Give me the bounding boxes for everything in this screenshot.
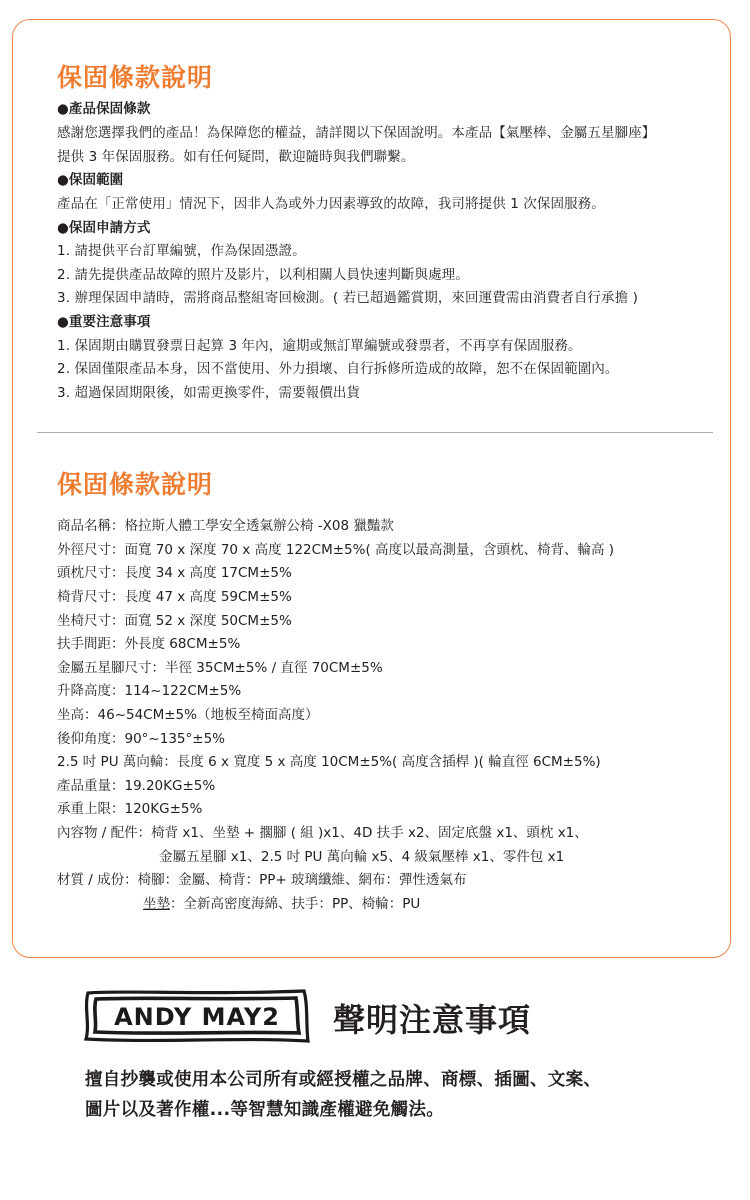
spec-label: 承重上限： — [57, 801, 125, 817]
spec-label: 扶手間距： — [57, 636, 125, 652]
spec-label: 後仰角度： — [57, 731, 125, 747]
spec-value: 面寬 70 x 深度 70 x 高度 122CM±5%( 高度以最高測量，含頭枕、椅背、輪高 ) — [124, 542, 615, 558]
spec-value: 面寬 52 x 深度 50CM±5% — [124, 613, 292, 629]
spec-value: 椅腳：金屬、椅背：PP+ 玻璃纖維、網布：彈性透氣布 — [137, 872, 467, 888]
spec-value: 外長度 68CM±5% — [124, 636, 241, 652]
section-heading-warranty-apply: ●保固申請方式 — [57, 220, 151, 236]
spec-row — [57, 589, 292, 605]
spec-label: 外徑尺寸： — [57, 542, 125, 558]
warranty-text: 1. 請提供平台訂單編號，作為保固憑證。 — [57, 243, 306, 259]
spec-sublabel: 坐墊 — [143, 896, 170, 912]
spec-label: 內容物 / 配件： — [57, 825, 152, 841]
spec-row — [57, 731, 225, 747]
spec-label: 產品重量： — [57, 778, 125, 794]
spec-row — [57, 565, 292, 581]
spec-value: 114~122CM±5% — [124, 683, 242, 699]
spec-label: 2.5 吋 PU 萬向輪： — [57, 754, 177, 770]
spec-value: 120KG±5% — [124, 801, 203, 817]
warranty-text: 感謝您選擇我們的產品！為保障您的權益，請詳閱以下保固說明。本產品【氣壓棒、金屬五星腳座】 — [57, 125, 656, 141]
spec-row — [57, 801, 202, 817]
spec-row-continued — [143, 896, 420, 912]
warranty-text: 2. 請先提供產品故障的照片及影片，以利相關人員快速判斷與處理。 — [57, 267, 469, 283]
spec-label: 金屬五星腳尺寸： — [57, 660, 165, 676]
spec-label: 坐高： — [57, 707, 98, 723]
section-heading-product-warranty: ●產品保固條款 — [57, 101, 151, 117]
warranty-text: 1. 保固期由購買發票日起算 3 年內，逾期或無訂單編號或發票者，不再享有保固服務。 — [57, 338, 582, 354]
spec-row — [57, 872, 467, 888]
spec-label: 升降高度： — [57, 683, 125, 699]
spec-label: 椅背尺寸： — [57, 589, 125, 605]
spec-row — [57, 683, 241, 699]
spec-value: 46~54CM±5%（地板至椅面高度） — [97, 707, 319, 723]
spec-label: 頭枕尺寸： — [57, 565, 125, 581]
spec-label: 坐椅尺寸： — [57, 613, 125, 629]
spec-row — [57, 518, 394, 534]
warranty-text: 產品在「正常使用」情況下，因非人為或外力因素導致的故障，我司將提供 1 次保固服務。 — [57, 196, 605, 212]
specs-title: 保固條款說明 — [57, 470, 214, 499]
warranty-text: 3. 辦理保固申請時，需將商品整組寄回檢測。( 若已超過鑑賞期，來回運費需由消費者自行承擔 ) — [57, 290, 638, 306]
spec-row — [57, 754, 601, 770]
spec-value: 半徑 35CM±5% / 直徑 70CM±5% — [165, 660, 383, 676]
spec-value: 長度 6 x 寬度 5 x 高度 10CM±5%( 高度含插桿 )( 輪直徑 6CM±5%) — [176, 754, 601, 770]
warranty-text: 3. 超過保固期限後，如需更換零件，需要報價出貨 — [57, 385, 361, 401]
brand-logo — [82, 987, 310, 1045]
spec-row — [57, 825, 588, 841]
spec-label: 材質 / 成份： — [57, 872, 138, 888]
spec-value: ：全新高密度海綿、扶手：PP、椅輪：PU — [170, 896, 421, 912]
spec-value: 長度 34 x 高度 17CM±5% — [124, 565, 292, 581]
spec-value: 金屬五星腳 x1、2.5 吋 PU 萬向輪 x5、4 級氣壓棒 x1、零件包 x1 — [159, 849, 565, 865]
spec-value: 19.20KG±5% — [124, 778, 216, 794]
notice-title: 聲明注意事項 — [333, 1001, 532, 1039]
spec-row — [57, 542, 614, 558]
svg-text:ANDY MAY2: ANDY MAY2 — [114, 1003, 280, 1031]
notice-section — [0, 975, 750, 1200]
notice-text: 圖片以及著作權...等智慧知識產權避免觸法。 — [85, 1100, 445, 1120]
warranty-card — [12, 19, 731, 958]
spec-row — [57, 636, 240, 652]
notice-text: 擅自抄襲或使用本公司所有或經授權之品牌、商標、插圖、文案、 — [85, 1070, 602, 1090]
section-divider — [37, 432, 713, 433]
warranty-text: 2. 保固僅限產品本身，因不當使用、外力損壞、自行拆修所造成的故障，恕不在保固範圍內。 — [57, 361, 619, 377]
spec-value: 90°~135°±5% — [124, 731, 225, 747]
spec-row — [57, 660, 383, 676]
spec-row — [57, 613, 292, 629]
spec-value: 長度 47 x 高度 59CM±5% — [124, 589, 292, 605]
spec-row — [57, 707, 318, 723]
section-heading-warranty-scope: ●保固範圍 — [57, 172, 124, 188]
warranty-text: 提供 3 年保固服務。如有任何疑問，歡迎隨時與我們聯繫。 — [57, 149, 415, 165]
spec-value: 格拉斯人體工學安全透氣辦公椅 -X08 獵豔款 — [124, 518, 394, 534]
spec-row-continued — [159, 849, 564, 865]
section-heading-important-notes: ●重要注意事項 — [57, 314, 151, 330]
spec-label: 商品名稱： — [57, 518, 125, 534]
spec-row — [57, 778, 215, 794]
spec-value: 椅背 x1、坐墊 + 擱腳 ( 組 )x1、4D 扶手 x2、固定底盤 x1、頭枕 x1、 — [151, 825, 588, 841]
warranty-title: 保固條款說明 — [57, 63, 214, 92]
